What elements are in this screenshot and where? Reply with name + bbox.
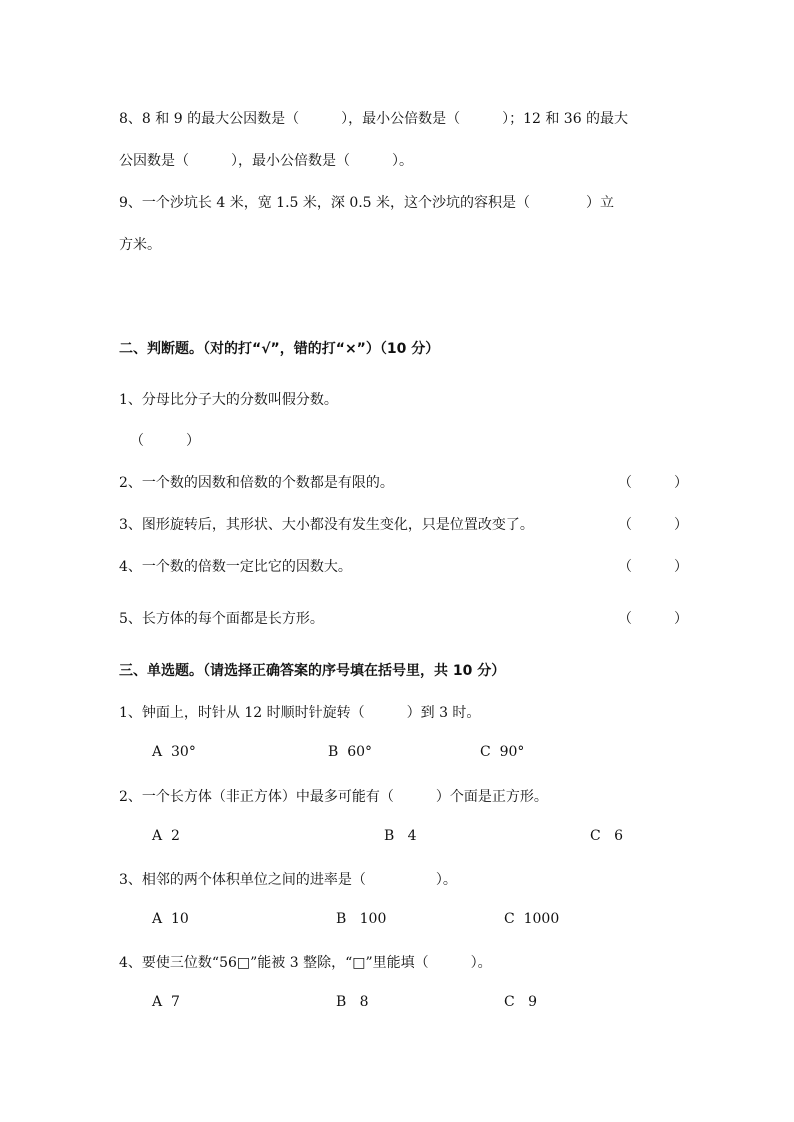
choice-2-option-a[interactable]: A 2 xyxy=(152,828,180,844)
choice-3-option-b[interactable]: B 100 xyxy=(336,911,387,927)
choice-2-option-c[interactable]: C 6 xyxy=(590,828,623,844)
judge-item-2: 2、一个数的因数和倍数的个数都是有限的。 xyxy=(119,475,394,491)
choice-1-option-c[interactable]: C 90° xyxy=(480,744,525,760)
judge-item-5: 5、长方体的每个面都是长方形。 xyxy=(119,611,324,627)
choice-3-option-a[interactable]: A 10 xyxy=(152,911,189,927)
judge-section-heading: 二、判断题。（对的打“√”，错的打“×”）（10 分） xyxy=(119,341,440,357)
question-8-line-2: 公因数是（ ），最小公倍数是（ ）。 xyxy=(119,153,413,169)
judge-item-2-answer-blank[interactable]: （ ） xyxy=(618,475,688,491)
choice-item-3: 3、相邻的两个体积单位之间的进率是（ ）。 xyxy=(119,872,457,888)
question-9-line-2: 方米。 xyxy=(119,237,161,253)
judge-item-3-answer-blank[interactable]: （ ） xyxy=(618,517,688,533)
judge-item-4-answer-blank[interactable]: （ ） xyxy=(618,559,688,575)
judge-item-1-answer-blank[interactable]: （ ） xyxy=(130,433,200,449)
judge-item-1: 1、分母比分子大的分数叫假分数。 xyxy=(119,392,338,408)
choice-1-option-a[interactable]: A 30° xyxy=(152,744,196,760)
choice-section-heading: 三、单选题。（请选择正确答案的序号填在括号里，共 10 分） xyxy=(119,663,506,679)
choice-3-option-c[interactable]: C 1000 xyxy=(504,911,560,927)
choice-item-4: 4、要使三位数“56□”能被 3 整除，“□”里能填（ ）。 xyxy=(119,955,492,971)
choice-item-2: 2、一个长方体（非正方体）中最多可能有（ ）个面是正方形。 xyxy=(119,789,548,805)
judge-item-5-answer-blank[interactable]: （ ） xyxy=(618,611,688,627)
choice-item-1: 1、钟面上，时针从 12 时顺时针旋转（ ）到 3 时。 xyxy=(119,705,481,721)
choice-4-option-c[interactable]: C 9 xyxy=(504,994,537,1010)
judge-item-4: 4、一个数的倍数一定比它的因数大。 xyxy=(119,559,352,575)
judge-item-3: 3、图形旋转后，其形状、大小都没有发生变化，只是位置改变了。 xyxy=(119,517,534,533)
choice-1-option-b[interactable]: B 60° xyxy=(328,744,373,760)
choice-4-option-a[interactable]: A 7 xyxy=(152,994,180,1010)
choice-4-option-b[interactable]: B 8 xyxy=(336,994,369,1010)
question-8-line-1: 8、8 和 9 的最大公因数是（ ），最小公倍数是（ ）；12 和 36 的最大 xyxy=(119,111,629,127)
question-9-line-1: 9、一个沙坑长 4 米，宽 1.5 米，深 0.5 米，这个沙坑的容积是（ ）立 xyxy=(119,195,615,211)
choice-2-option-b[interactable]: B 4 xyxy=(384,828,417,844)
